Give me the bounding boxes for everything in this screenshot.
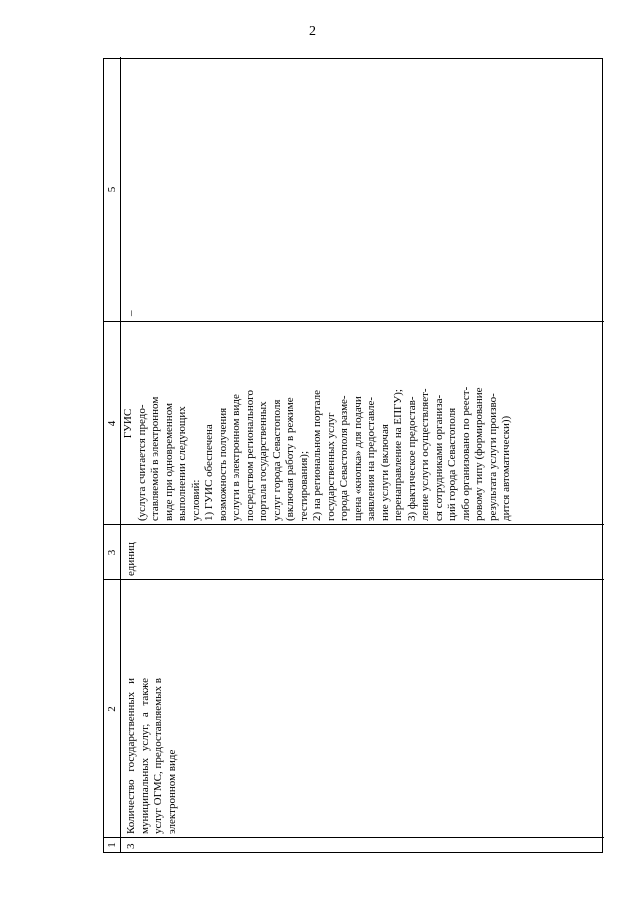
data-source-line: услуг города Севастополя	[270, 399, 283, 521]
data-source-line: возможность получения	[216, 407, 229, 521]
data-source-line: посредством регионального	[243, 390, 256, 521]
data-source-line: выполнении следующих	[176, 406, 188, 521]
header-col-1: 1	[106, 842, 118, 848]
data-source-title: ГУИС	[122, 408, 134, 439]
data-source-line: (включая работу в режиме	[284, 397, 296, 521]
data-source-line: результата услуги произво-	[486, 393, 499, 521]
indicators-table	[103, 58, 603, 853]
unit-of-measure: единиц	[125, 542, 137, 576]
data-source-line: услуги в электронном виде	[230, 394, 242, 521]
header-col-5: 5	[106, 186, 118, 193]
column-divider	[104, 837, 604, 838]
column-divider	[104, 579, 604, 580]
column-divider	[104, 524, 604, 525]
data-source-line: ровому типу (формирование	[473, 387, 485, 521]
page-number: 2	[309, 24, 316, 39]
data-source-line: города Севастополя разме-	[338, 395, 350, 521]
notes-cell: –	[125, 310, 137, 316]
data-source-line: перенаправление на ЕПГУ);	[392, 389, 404, 521]
data-source-line: ставляемой в электронном	[149, 396, 161, 521]
data-source-line: портала государственных	[257, 401, 269, 521]
indicator-name: Количество государственных и муниципальных услуг, а также услуг ОГМС, предоставляемых в электронном виде	[125, 678, 178, 834]
data-source-line: ся сотрудниками организа-	[432, 394, 445, 521]
rotated-table-area	[103, 58, 603, 853]
data-source-line: ние услуги (включая	[378, 424, 391, 521]
column-divider	[104, 321, 604, 322]
data-source-description	[136, 326, 514, 521]
data-source-line: щена «кнопка» для подачи	[351, 396, 364, 521]
header-col-4: 4	[106, 420, 118, 427]
data-source-line: 3) фактическое предостав-	[405, 396, 418, 521]
data-source-line: 2) на региональном портале	[311, 389, 323, 521]
data-source-line: тестирования);	[297, 450, 310, 521]
data-source-cell	[122, 326, 514, 521]
data-source-line: либо организовано по реест-	[459, 386, 472, 521]
data-source-line: (услуга считается предо-	[135, 404, 148, 521]
header-col-2: 2	[106, 706, 118, 712]
table-canvas	[103, 58, 603, 853]
header-divider	[120, 57, 121, 852]
data-source-line: заявления на предоставле-	[365, 396, 377, 521]
header-col-3: 3	[106, 549, 118, 556]
data-source-line: виде при одновременном	[162, 403, 175, 521]
data-source-line: государственных услуг	[324, 412, 337, 521]
data-source-line: условий:	[189, 479, 202, 521]
data-source-line: 1) ГУИС обеспечена	[203, 424, 215, 521]
row-number: 3	[125, 843, 137, 849]
data-source-line: ций города Севастополя	[446, 407, 458, 521]
data-source-line: дится автоматически))	[500, 415, 512, 521]
data-source-line: ление услуги осуществляет-	[419, 388, 431, 521]
